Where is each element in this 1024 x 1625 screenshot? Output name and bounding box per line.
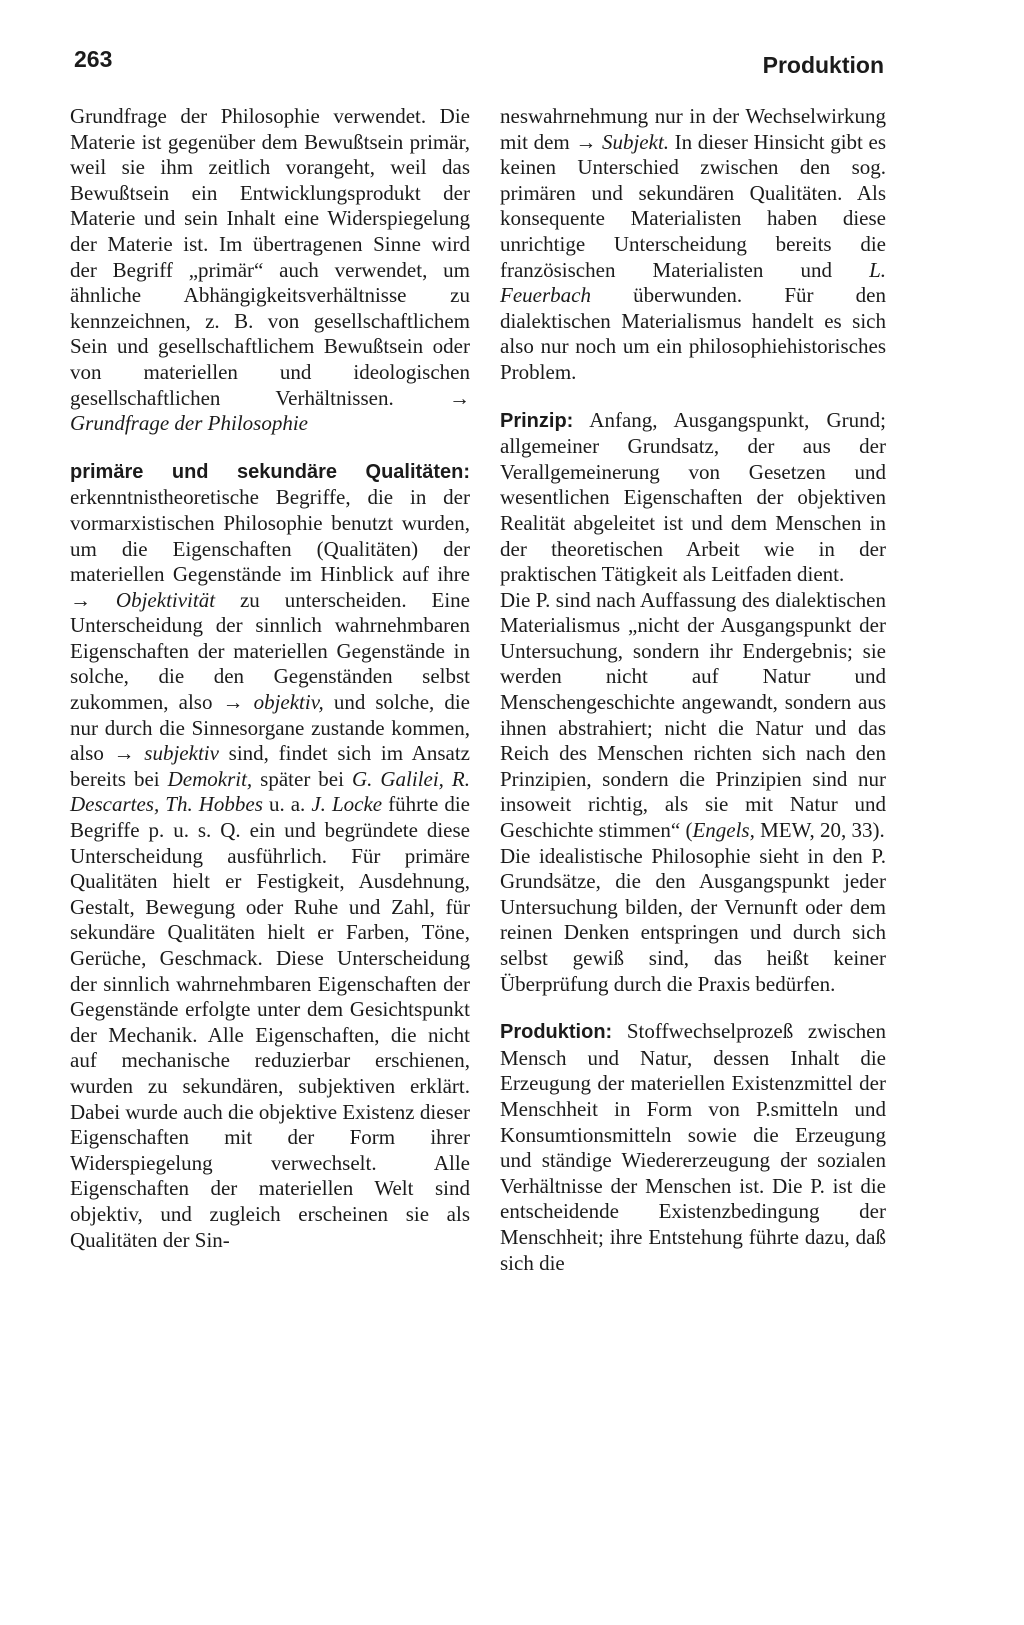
text: MEW, 20, 33).: [754, 818, 885, 843]
cross-reference: Objektivität: [115, 587, 216, 612]
person-name: J. Locke: [311, 792, 383, 817]
entry-produktion: [500, 1019, 886, 1276]
text: Die P. sind nach Auffassung des dialektischen Materialismus „nicht der Ausgangspunkt der Untersuchung, sondern ihr Endergebnis; sie werden nicht auf Natur und Menschengeschichte angewandt, sondern aus ihnen abstrahiert; nicht die Natur und das Reich des Menschen richten sich nach den Prinzipien, sondern die Prinzipien sind nur insoweit richtig, als sie mit Natur und Geschichte stimmen“ (: [500, 587, 886, 843]
person-name: L. Feuerbach: [500, 257, 886, 308]
page-number: 263: [74, 46, 113, 72]
running-head: Produktion: [762, 52, 884, 78]
cross-reference: Grundfrage der Philosophie: [70, 411, 308, 436]
text: und solche, die nur durch die Sinnesorgane zustande kommen, also →: [70, 690, 470, 766]
text: In dieser Hinsicht gibt es keinen Unterschied zwischen den sog. primären und sekundären Qualitäten. Als konsequente Materialisten haben diese unrichtige Unterscheidung bereits die französischen Materialisten und: [500, 129, 886, 282]
text: erkenntnistheoretische Begriffe, die in der vormarxistischen Philosophie benutzt wurden, um die Eigenschaften (Qualitäten) der materiellen Gegenstände im Hinblick auf ihre →: [70, 485, 470, 612]
person-name: Engels,: [692, 818, 755, 843]
text: Grundfrage der Philosophie verwendet. Die Materie ist gegenüber dem Bewußtsein primär, weil sie ihm zeitlich vorangeht, weil das Bewußtsein ein Entwicklungsprodukt der Materie und sein Inhalt eine Widerspiegelung der Materie ist. Im übertragenen Sinne wird der Begriff „primär“ auch verwendet, um ähnliche Abhängigkeitsverhältnisse zu kennzeichnen, z. B. von gesellschaftlichem Sein und gesellschaftlichem Bewußtsein oder von materiellen und ideologischen gesellschaftlichen Verhältnissen. →: [70, 104, 470, 410]
right-column: [500, 104, 886, 1276]
paragraph-continuation: [500, 104, 886, 386]
text: führte die Begriffe p. u. s. Q. ein und begründete diese Unterscheidung ausführlich. Für primäre Qualitäten hielt er Festigkeit, Ausdehnung, Gestalt, Bewegung oder Ruhe und Zahl, für sekundäre Qualitäten hielt er Farben, Töne, Gerüche, Geschmack. Diese Unterscheidung der sinnlich wahrnehmbaren Eigenschaften der Gegenstände erfolgte unter dem Gesichtspunkt der Mechanik. Alle Eigenschaften, die nicht auf mechanische reduzierbar erschienen, wurden zu sekundären, subjektiven erklärt. Dabei wurde auch die objektive Existenz dieser Eigenschaften mit der Form ihrer Widerspiegelung verwechselt. Alle Eigenschaften der materiellen Welt sind objektiv, und zugleich erscheinen sie als Qualitäten der Sin-: [70, 792, 471, 1252]
paragraph-prinzip-2: [500, 588, 886, 844]
entry-prinzip: [500, 408, 886, 588]
paragraph-grundfrage: [70, 104, 470, 437]
entry-heading: primäre und sekundäre Qualitäten:: [70, 460, 470, 483]
cross-reference: Subjekt.: [601, 129, 670, 154]
text: Stoffwechselprozeß zwischen Mensch und Natur, dessen Inhalt die Erzeugung der materiellen Existenzmittel der Menschheit in Form von P.smitteln und Konsumtionsmitteln sowie die Erzeugung und ständige Wiedererzeugung der sozialen Verhältnisse der Menschen ist. Die P. ist die entscheidende Existenzbedingung der Menschheit; ihre Entstehung führte dazu, daß sich die: [500, 1019, 886, 1275]
text: zu unterscheiden. Eine Unterscheidung der sinnlich wahrnehmbaren Eigenschaften der materiellen Gegenstände in solche, die den Gegenständen selbst zukommen, also →: [70, 587, 470, 715]
entry-heading: Produktion:: [500, 1021, 613, 1044]
text: später bei: [252, 766, 352, 791]
left-column: [70, 104, 470, 1253]
text: u. a.: [262, 792, 312, 817]
cross-reference: subjektiv: [144, 741, 219, 766]
entry-heading: Prinzip:: [500, 409, 574, 432]
cross-reference: objektiv,: [253, 690, 324, 715]
entry-primaere-sekundaere-qualitaeten: [70, 459, 470, 1253]
text: sind, findet sich im Ansatz bereits bei: [70, 741, 470, 791]
text: Anfang, Ausgangspunkt, Grund; allgemeiner Grundsatz, der aus der Verallgemeinerung von Gesetzen und wesentlichen Eigenschaften der objektiven Realität abgeleitet ist und dem Menschen in der theoretischen Arbeit wie in der praktischen Tätigkeit als Leitfaden dient.: [500, 407, 886, 587]
person-name: Demokrit,: [167, 766, 253, 791]
text: überwunden. Für den dialektischen Materialismus handelt es sich also nur noch um ein philosophiehistorisches Problem.: [500, 283, 886, 384]
person-name: G. Galilei, R. Descartes, Th. Hobbes: [70, 766, 470, 817]
paragraph-prinzip-3: Die idealistische Philosophie sieht in den P. Grundsätze, die den Ausgangspunkt jeder Untersuchung bilden, der Vernunft oder dem reinen Denken entspringen und durch sich selbst gewiß sind, das heißt keiner Überprüfung durch die Praxis bedürfen.: [500, 843, 886, 996]
text: neswahrnehmung nur in der Wechselwirkung mit dem →: [500, 104, 886, 154]
